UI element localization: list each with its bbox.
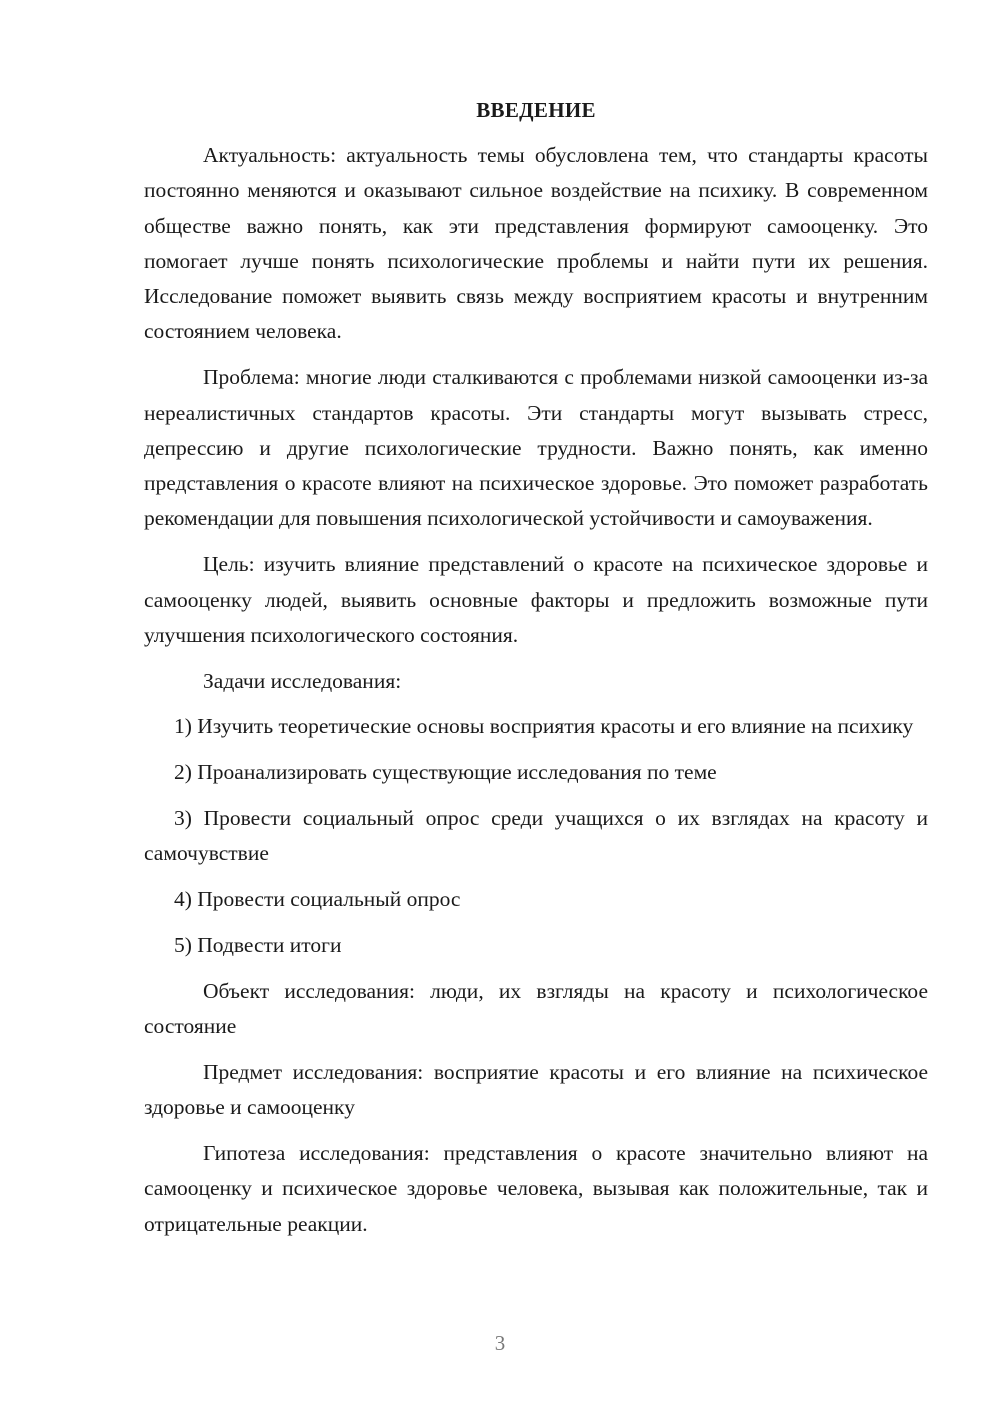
page-number: 3 xyxy=(494,1331,506,1355)
page-title: ВВЕДЕНИЕ xyxy=(476,98,596,122)
paragraph-goal: Цель: изучить влияние представлений о красоте на психическое здоровье и самооценку людей, выявить основные факторы и предложить возможные пути улучшения психологического состояния. xyxy=(144,552,928,647)
document-page xyxy=(144,96,928,1252)
list-item-task-4: 4) Провести социальный опрос xyxy=(174,887,461,912)
paragraph-hypothesis: Гипотеза исследования: представления о красоте значительно влияют на самооценку и психическое здоровье человека, вызывая как положительные, так и отрицательные реакции. xyxy=(144,1140,928,1236)
paragraph-relevance: Актуальность: актуальность темы обусловлена тем, что стандарты красоты постоянно меняются и оказывают сильное воздействие на психику. В современном обществе важно понять, как эти представления формируют самооценку. Это помогает лучше понять психологические проблемы и найти пути их решения. Исследование поможет выявить связь между восприятием красоты и внутренним состоянием человека. xyxy=(144,143,928,344)
paragraph-object: Объект исследования: люди, их взгляды на красоту и психологическое состояние xyxy=(144,978,928,1039)
list-item-task-3: 3) Провести социальный опрос среди учащихся о их взглядах на красоту и самочувствие xyxy=(144,806,928,866)
list-item-task-2: 2) Проанализировать существующие исследования по теме xyxy=(174,760,717,785)
list-item-task-1: 1) Изучить теоретические основы восприятия красоты и его влияние на психику xyxy=(174,714,914,739)
list-item-task-5: 5) Подвести итоги xyxy=(174,932,342,957)
paragraph-tasks-heading: Задачи исследования: xyxy=(203,668,402,693)
paragraph-problem: Проблема: многие люди сталкиваются с проблемами низкой самооценки из-за нереалистичных стандартов красоты. Эти стандарты могут вызывать стресс, депрессию и другие психологические трудности. Важно понять, как именно представления о красоте влияют на психическое здоровье. Это поможет разработать рекомендации для повышения психологической устойчивости и самоуважения. xyxy=(144,365,928,531)
paragraph-subject: Предмет исследования: восприятие красоты и его влияние на психическое здоровье и самооценку xyxy=(144,1059,928,1120)
